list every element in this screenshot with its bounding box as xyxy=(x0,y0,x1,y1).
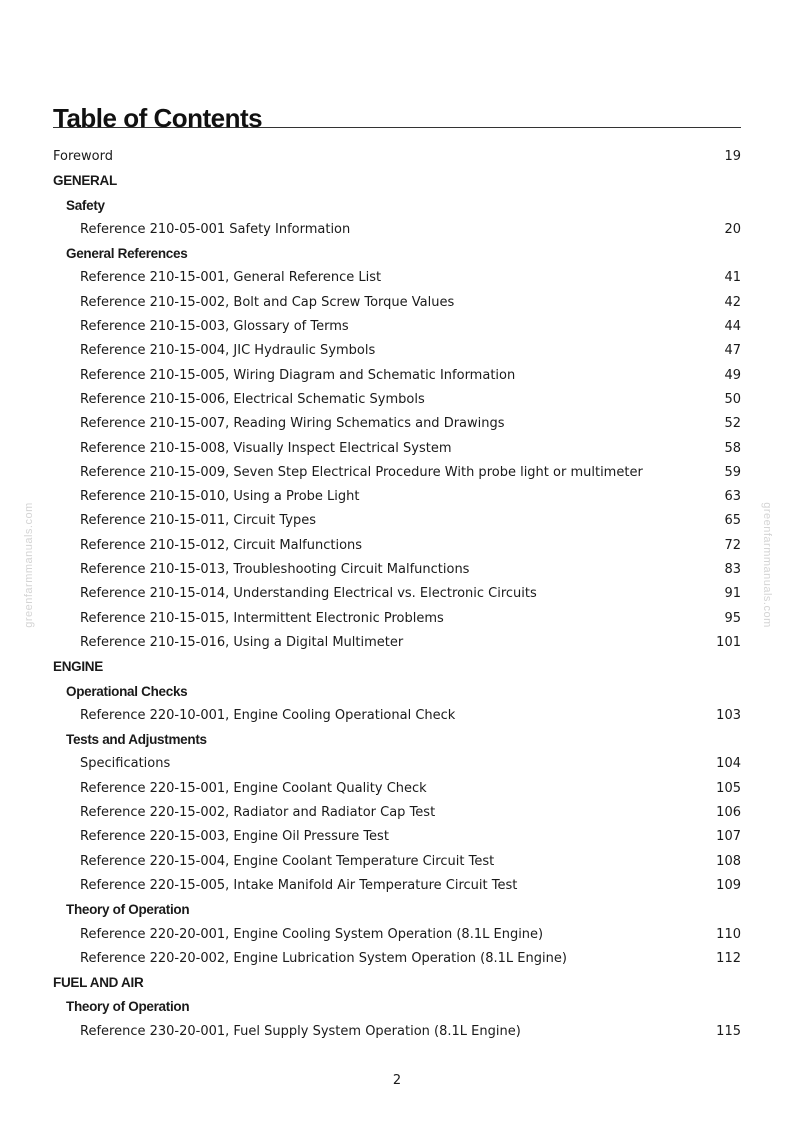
toc-entry[interactable] xyxy=(53,218,741,242)
watermark-right: greenfarmmanuals.com xyxy=(761,502,773,628)
toc-entry-label: Reference 220-20-002, Engine Lubrication System Operation (8.1L Engine) xyxy=(80,950,567,966)
toc-entry[interactable] xyxy=(53,923,741,947)
table-of-contents xyxy=(53,145,741,1044)
toc-entry-page: 103 xyxy=(716,707,741,723)
toc-entry-label: Reference 220-15-002, Radiator and Radiator Cap Test xyxy=(80,805,436,821)
toc-entry-label: Reference 210-15-005, Wiring Diagram and Schematic Information xyxy=(80,367,516,383)
toc-entry-page: 112 xyxy=(716,950,741,966)
toc-entry-label: Reference 210-15-006, Electrical Schematic Symbols xyxy=(80,391,425,407)
toc-entry-label: FUEL AND AIR xyxy=(53,975,144,991)
toc-entry-page: 109 xyxy=(716,877,741,893)
toc-section-heading xyxy=(53,971,741,995)
toc-entry-label: Reference 220-15-001, Engine Coolant Quality Check xyxy=(80,780,427,796)
toc-entry[interactable] xyxy=(53,850,741,874)
toc-entry[interactable] xyxy=(53,825,741,849)
toc-entry[interactable] xyxy=(53,534,741,558)
toc-entry-label: Reference 210-15-011, Circuit Types xyxy=(80,513,317,529)
toc-entry[interactable] xyxy=(53,266,741,290)
toc-entry-label: ENGINE xyxy=(53,659,103,675)
toc-entry-label: Reference 210-15-013, Troubleshooting Circuit Malfunctions xyxy=(80,562,470,578)
toc-entry-page: 42 xyxy=(724,294,741,310)
toc-entry-label: Reference 210-15-016, Using a Digital Multimeter xyxy=(80,634,404,650)
toc-entry-label: Safety xyxy=(66,197,105,213)
toc-entry-label: Reference 210-15-003, Glossary of Terms xyxy=(80,319,349,335)
toc-entry[interactable] xyxy=(53,582,741,606)
toc-section-heading xyxy=(53,898,741,922)
toc-entry-page: 108 xyxy=(716,853,741,869)
title-divider xyxy=(53,127,741,128)
toc-entry-page: 44 xyxy=(724,319,741,335)
toc-entry-label: Reference 210-15-014, Understanding Electrical vs. Electronic Circuits xyxy=(80,586,537,602)
toc-entry-page: 49 xyxy=(724,367,741,383)
toc-entry-label: Foreword xyxy=(53,149,113,164)
toc-entry-page: 91 xyxy=(724,586,741,602)
toc-entry[interactable] xyxy=(53,752,741,776)
toc-entry-label: Reference 210-05-001 Safety Information xyxy=(80,221,351,237)
toc-entry-page: 59 xyxy=(724,464,741,480)
page-title: Table of Contents xyxy=(53,103,263,134)
toc-entry[interactable] xyxy=(53,145,741,169)
toc-entry[interactable] xyxy=(53,412,741,436)
toc-entry[interactable] xyxy=(53,291,741,315)
toc-entry-label: Reference 210-15-015, Intermittent Electronic Problems xyxy=(80,610,444,626)
toc-section-heading xyxy=(53,728,741,752)
toc-entry-page: 107 xyxy=(716,829,741,845)
toc-entry-label: Reference 210-15-010, Using a Probe Light xyxy=(80,489,360,505)
toc-section-heading xyxy=(53,169,741,193)
page-number: 2 xyxy=(392,1073,402,1088)
toc-entry[interactable] xyxy=(53,607,741,631)
toc-entry-label: Reference 230-20-001, Fuel Supply System Operation (8.1L Engine) xyxy=(80,1023,521,1039)
toc-entry-page: 52 xyxy=(724,416,741,432)
toc-entry-page: 47 xyxy=(724,343,741,359)
toc-entry-page: 19 xyxy=(724,149,741,164)
toc-entry-label: Reference 210-15-001, General Reference List xyxy=(80,270,382,286)
toc-section-heading xyxy=(53,242,741,266)
toc-entry-label: Theory of Operation xyxy=(66,999,190,1015)
toc-section-heading xyxy=(53,680,741,704)
toc-entry[interactable] xyxy=(53,777,741,801)
toc-entry-label: Operational Checks xyxy=(66,683,188,699)
toc-entry-page: 101 xyxy=(716,634,741,650)
toc-entry-page: 20 xyxy=(724,221,741,237)
toc-entry[interactable] xyxy=(53,509,741,533)
toc-entry-page: 105 xyxy=(716,780,741,796)
toc-entry-label: Specifications xyxy=(80,756,171,772)
toc-entry-label: Reference 210-15-007, Reading Wiring Schematics and Drawings xyxy=(80,416,505,432)
toc-section-heading xyxy=(53,655,741,679)
toc-entry-label: Reference 220-10-001, Engine Cooling Operational Check xyxy=(80,707,456,723)
toc-entry-label: Reference 210-15-009, Seven Step Electrical Procedure With probe light or multimeter xyxy=(80,464,643,480)
toc-entry[interactable] xyxy=(53,364,741,388)
toc-entry[interactable] xyxy=(53,874,741,898)
toc-entry[interactable] xyxy=(53,437,741,461)
watermark-left: greenfarmmanuals.com xyxy=(23,502,35,628)
toc-entry[interactable] xyxy=(53,485,741,509)
toc-entry-label: Reference 210-15-012, Circuit Malfunctions xyxy=(80,537,363,553)
toc-section-heading xyxy=(53,995,741,1019)
toc-entry-label: Reference 210-15-002, Bolt and Cap Screw Torque Values xyxy=(80,294,455,310)
toc-entry-page: 83 xyxy=(724,562,741,578)
toc-entry[interactable] xyxy=(53,1020,741,1044)
toc-entry-page: 104 xyxy=(716,756,741,772)
toc-entry-label: Reference 210-15-004, JIC Hydraulic Symbols xyxy=(80,343,376,359)
toc-section-heading xyxy=(53,194,741,218)
toc-entry-page: 72 xyxy=(724,537,741,553)
toc-entry-page: 41 xyxy=(724,270,741,286)
toc-entry-page: 50 xyxy=(724,391,741,407)
toc-entry-label: GENERAL xyxy=(53,173,117,189)
toc-entry-page: 106 xyxy=(716,805,741,821)
toc-entry-label: Reference 220-15-004, Engine Coolant Temperature Circuit Test xyxy=(80,853,495,869)
toc-entry-label: Reference 220-15-005, Intake Manifold Air Temperature Circuit Test xyxy=(80,877,518,893)
toc-entry-page: 95 xyxy=(724,610,741,626)
toc-entry-page: 63 xyxy=(724,489,741,505)
toc-entry-page: 58 xyxy=(724,440,741,456)
toc-entry[interactable] xyxy=(53,704,741,728)
toc-entry-label: General References xyxy=(66,246,188,262)
toc-entry[interactable] xyxy=(53,631,741,655)
toc-entry[interactable] xyxy=(53,801,741,825)
toc-entry[interactable] xyxy=(53,388,741,412)
toc-entry[interactable] xyxy=(53,339,741,363)
toc-entry[interactable] xyxy=(53,461,741,485)
toc-entry[interactable] xyxy=(53,315,741,339)
toc-entry[interactable] xyxy=(53,947,741,971)
toc-entry-label: Reference 210-15-008, Visually Inspect Electrical System xyxy=(80,440,452,456)
toc-entry-label: Reference 220-20-001, Engine Cooling System Operation (8.1L Engine) xyxy=(80,926,544,942)
toc-entry-label: Reference 220-15-003, Engine Oil Pressure Test xyxy=(80,829,389,845)
toc-entry-page: 65 xyxy=(724,513,741,529)
toc-entry-label: Theory of Operation xyxy=(66,902,190,918)
toc-entry-page: 110 xyxy=(716,926,741,942)
toc-entry-page: 115 xyxy=(716,1023,741,1039)
toc-entry[interactable] xyxy=(53,558,741,582)
toc-entry-label: Tests and Adjustments xyxy=(66,732,207,748)
